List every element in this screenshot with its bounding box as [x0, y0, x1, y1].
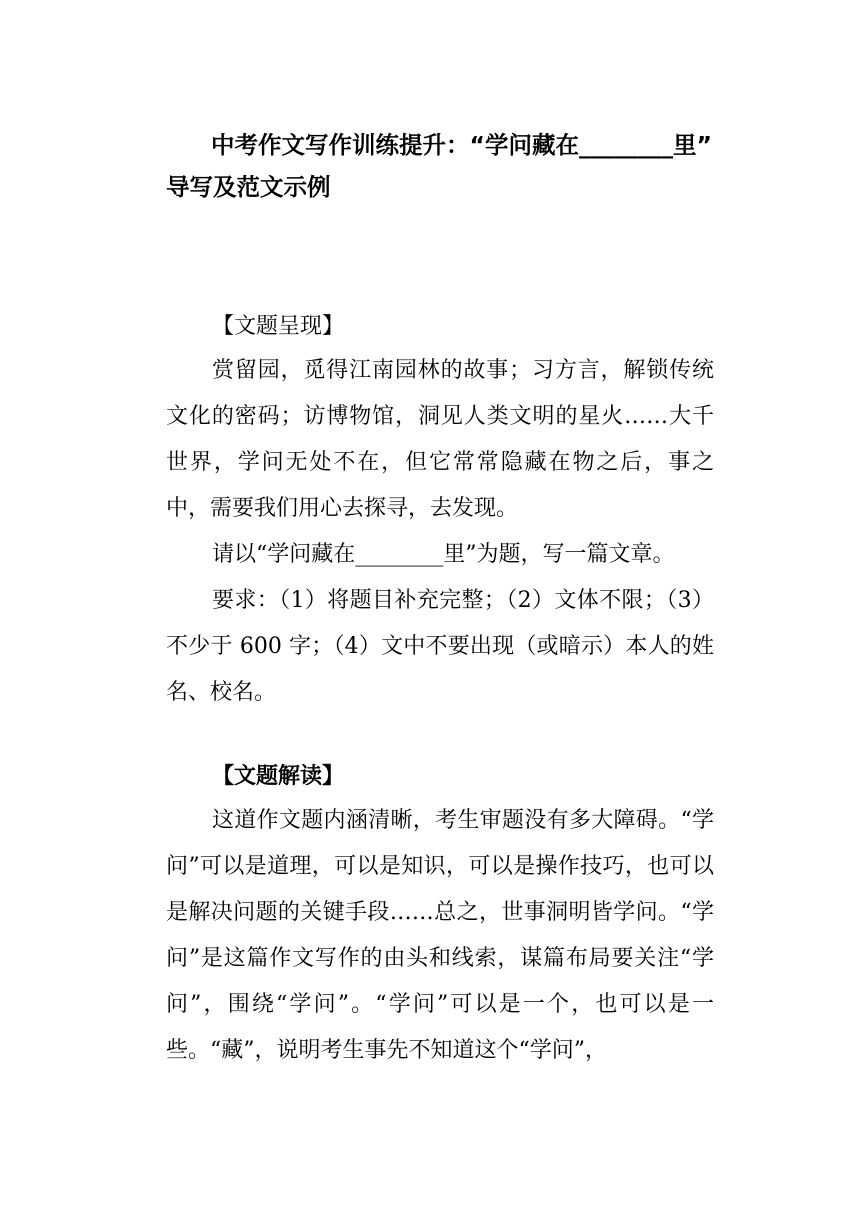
prompt-requirements: 要求：（1）将题目补充完整；（2）文体不限；（3）不少于 600 字；（4）文中不要出现（或暗示）本人的姓名、校名。 [166, 588, 714, 705]
document-title: 中考作文写作训练提升：“学问藏在________里” 导写及范文示例 [166, 131, 721, 201]
section-heading-analysis: 【文题解读】 [212, 764, 345, 789]
section-heading-prompt: 【文题呈现】 [212, 314, 345, 339]
prompt-paragraph: 赏留园，觅得江南园林的故事；习方言，解锁传统文化的密码；访博物馆，洞见人类文明的星火……大千世界，学问无处不在，但它常常隐藏在物之后，事之中，需要我们用心去探寻，去发现。 [166, 358, 714, 521]
analysis-paragraph: 这道作文题内涵清晰，考生审题没有多大障碍。“学问”可以是道理，可以是知识，可以是操作技巧，也可以是解决问题的关键手段……总之，世事洞明皆学问。“学问”是这篇作文写作的由头和线索，谋篇布局要关注“学问”，围绕“学问”。“学问”可以是一个，也可以是一些。“藏”，说明考生事先不知道这个“学问”， [166, 808, 714, 1063]
prompt-instruction: 请以“学问藏在________里”为题，写一篇文章。 [212, 542, 675, 567]
